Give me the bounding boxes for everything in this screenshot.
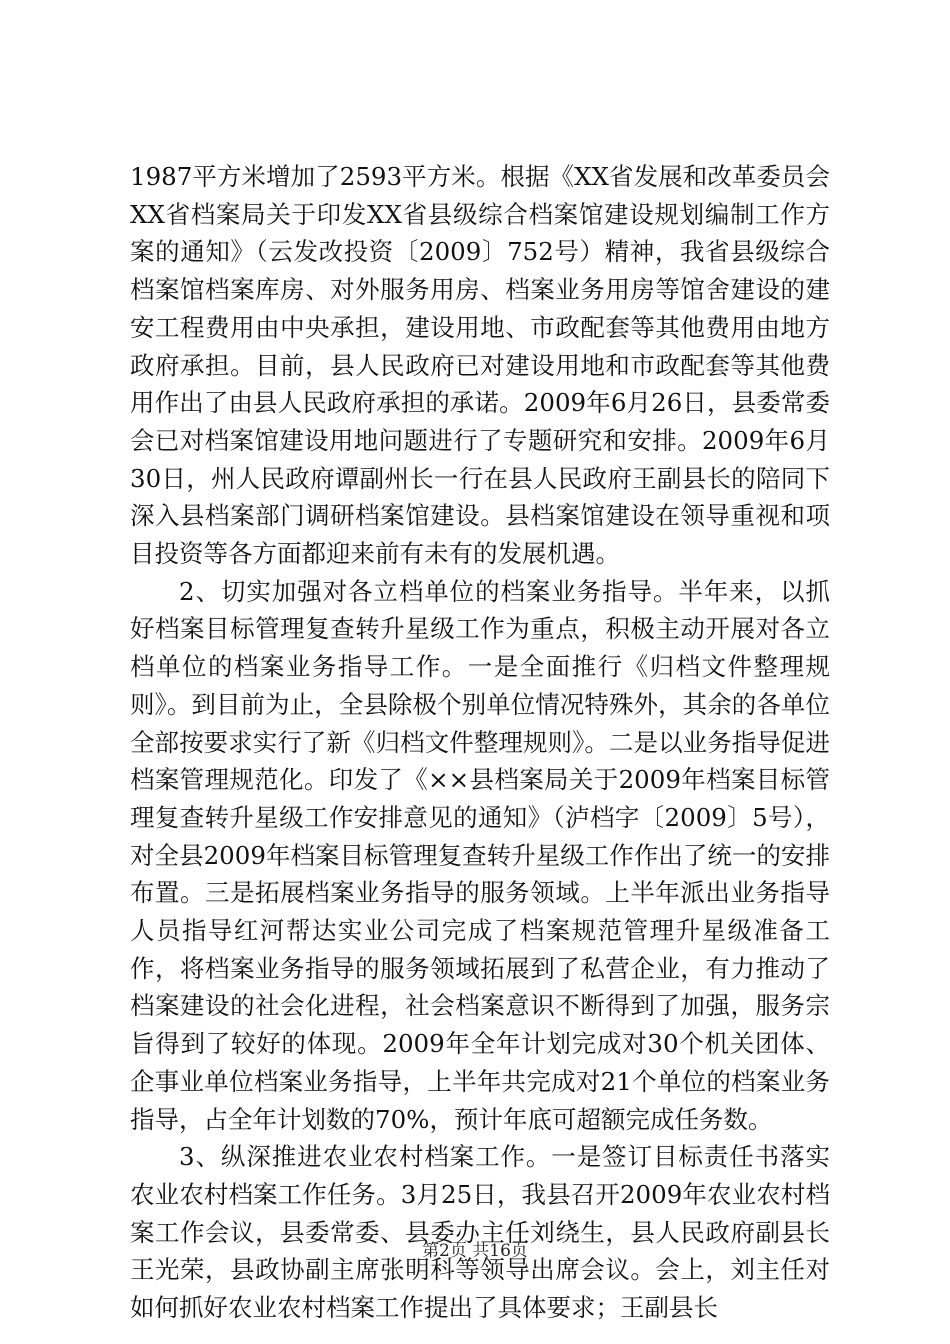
- paragraph-3: 3、纵深推进农业农村档案工作。一是签订目标责任书落实农业农村档案工作任务。3月25日，我县召开2009年农业农村档案工作会议，县委常委、县委办主任刘绕生，县人民政府副县长王光荣，县政协副主席张明科等领导出席会议。会上，刘主任对如何抓好农业农村档案工作提出了具体要求；王副县长: [130, 1142, 830, 1323]
- paragraph-1: 1987平方米增加了2593平方米。根据《XX省发展和改革委员会XX省档案局关于印发XX省县级综合档案馆建设规划编制工作方案的通知》（云发改投资〔2009〕752号）精神，我省县级综合档案馆档案库房、对外服务用房、档案业务用房等馆舍建设的建安工程费用由中央承担，建设用地、市政配套等其他费用由地方政府承担。目前，县人民政府已对建设用地和市政配套等其他费用作出了由县人民政府承担的承诺。2009年6月26日，县委常委会已对档案馆建设用地问题进行了专题研究和安排。2009年6月30日，州人民政府谭副州长一行在县人民政府王副县长的陪同下深入县档案部门调研档案馆建设。县档案馆建设在领导重视和项目投资等各方面都迎来前有未有的发展机遇。: [130, 162, 830, 569]
- page-number-footer: 第2页 共16页: [422, 1241, 528, 1261]
- paragraph-2: 2、切实加强对各立档单位的档案业务指导。半年来，以抓好档案目标管理复查转升星级工作为重点，积极主动开展对各立档单位的档案业务指导工作。一是全面推行《归档文件整理规则》。到目前为止，全县除极个别单位情况特殊外，其余的各单位全部按要求实行了新《归档文件整理规则》。二是以业务指导促进档案管理规范化。印发了《××县档案局关于2009年档案目标管理复查转升星级工作安排意见的通知》（泸档字〔2009〕5号），对全县2009年档案目标管理复查转升星级工作作出了统一的安排布置。三是拓展档案业务指导的服务领域。上半年派出业务指导人员指导红河帮达实业公司完成了档案规范管理升星级准备工作，将档案业务指导的服务领域拓展到了私营企业，有力推动了档案建设的社会化进程，社会档案意识不断得到了加强，服务宗旨得到了较好的体现。2009年全年计划完成对30个机关团体、企事业单位档案业务指导，上半年共完成对21个单位的档案业务指导，占全年计划数的70%，预计年底可超额完成任务数。: [130, 576, 830, 1134]
- document-body: [130, 158, 830, 1327]
